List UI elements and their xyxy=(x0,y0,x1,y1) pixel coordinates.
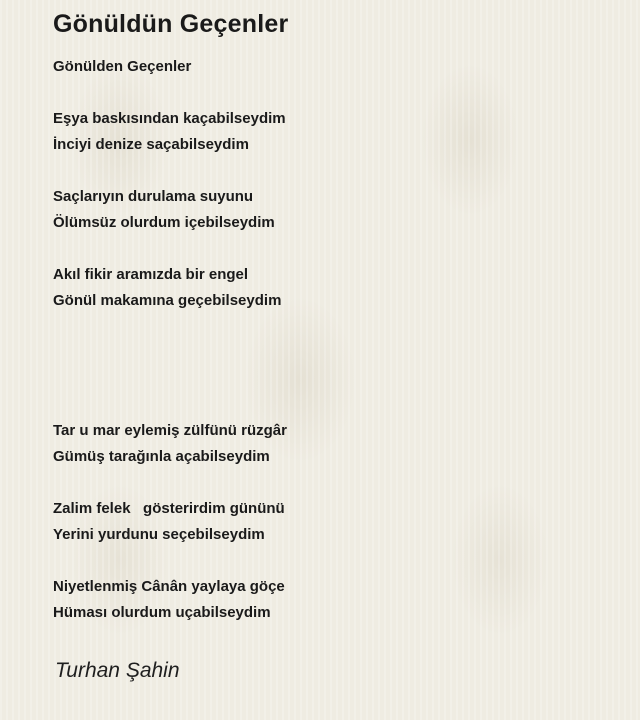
stanza-1 xyxy=(53,106,613,158)
stanza-3 xyxy=(53,262,613,314)
stanza-6 xyxy=(53,574,613,626)
stanza-gap xyxy=(53,548,613,574)
poem-line: Hüması olurdum uçabilseydim xyxy=(53,604,271,621)
poem-subtitle: Gönülden Geçenler xyxy=(53,58,192,75)
poem-line: İnciyi denize saçabilseydim xyxy=(53,136,249,153)
poem-line: Gümüş tarağınla açabilseydim xyxy=(53,448,270,465)
poem-line: Eşya baskısından kaçabilseydim xyxy=(53,110,286,127)
poem-line: Niyetlenmiş Cânân yaylaya göçe xyxy=(53,578,285,595)
poem-line: Zalim felek gösterirdim gününü xyxy=(53,500,285,517)
stanza-gap xyxy=(53,158,613,184)
poem-author: Turhan Şahin xyxy=(55,659,180,682)
poem-title: Gönüldün Geçenler xyxy=(53,10,289,38)
poem-line: Saçlarıyın durulama suyunu xyxy=(53,188,254,205)
stanza-gap xyxy=(53,314,613,418)
poem-line: Tar u mar eylemiş zülfünü rüzgâr xyxy=(53,422,287,439)
stanza-4 xyxy=(53,418,613,470)
stanza-gap xyxy=(53,80,613,106)
poem-line: Gönül makamına geçebilseydim xyxy=(53,292,282,309)
stanza-5 xyxy=(53,496,613,548)
poem-line: Akıl fikir aramızda bir engel xyxy=(53,266,249,283)
poem-body xyxy=(53,54,613,626)
poem-line: Ölümsüz olurdum içebilseydim xyxy=(53,214,275,231)
stanza-gap xyxy=(53,236,613,262)
poem-line: Yerini yurdunu seçebilseydim xyxy=(53,526,265,543)
stanza-2 xyxy=(53,184,613,236)
stanza-gap xyxy=(53,470,613,496)
